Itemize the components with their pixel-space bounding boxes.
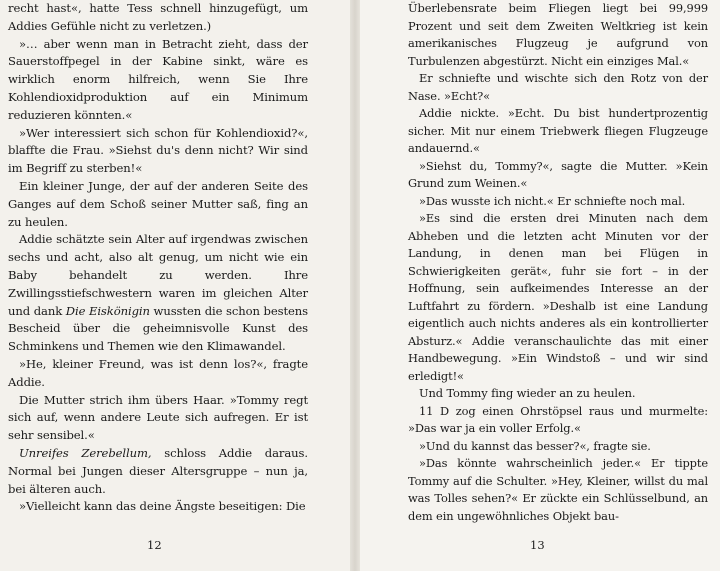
paragraph [8, 231, 308, 356]
paragraph-text: schloss Addie daraus. Normal bei Jungen dieser Altersgruppe – nun ja, bei älteren auch. [8, 445, 308, 496]
paragraph: »Wer interessiert sich schon für Kohlendioxid?«, blaffte die Frau. »Siehst du's denn nicht? Wir sind im Begriff zu sterben!« [8, 125, 308, 176]
paragraph-text: Addie schätzte sein Alter auf irgendwas zwischen sechs und acht, also alt genug, um nicht wie ein Baby behandelt zu werden. Ihre Zwillingsstiefschwestern waren im gleichen Alter und dank [8, 232, 308, 318]
paragraph: Ein kleiner Junge, der auf der anderen Seite des Ganges auf dem Schoß seiner Mutter saß, fing an zu heulen. [8, 178, 308, 229]
paragraph: Die Mutter strich ihm übers Haar. »Tommy regt sich auf, wenn andere Leute sich aufregen. Er ist sehr sensibel.« [8, 392, 308, 443]
page-number: 13 [530, 538, 545, 552]
paragraph [8, 445, 308, 498]
book-title: Die Eiskönigin [65, 303, 150, 318]
paragraph: »… aber wenn man in Betracht zieht, dass der Sauerstoffpegel in der Kabine sinkt, wäre es wirklich enorm hilfreich, wenn Sie Ihre Kohlendioxidproduktion auf ein Minimum reduzieren könnten.« [8, 36, 308, 122]
paragraph-text: wussten die schon bestens Bescheid über die geheimnisvolle Kunst des Schminkens und Themen wie den Klimawandel. [8, 303, 309, 354]
right-page-text [408, 0, 708, 525]
paragraph: Überlebensrate beim Fliegen liegt bei 99,999 Prozent und seit dem Zweiten Weltkrieg ist kein amerikanisches Flugzeug je aufgrund von Turbulenzen abgestürzt. Nicht ein einziges Mal.« [408, 1, 708, 68]
left-page-text [8, 0, 308, 516]
paragraph: »Vielleicht kann das deine Ängste beseitigen: Die [19, 499, 306, 514]
paragraph: Addie nickte. »Echt. Du bist hundertprozentig sicher. Mit nur einem Triebwerk fliegen Flugzeuge andauernd.« [408, 106, 708, 155]
left-page [0, 0, 350, 571]
italic-phrase: Unreifes Zerebellum, [19, 445, 152, 460]
paragraph: »Siehst du, Tommy?«, sagte die Mutter. »Kein Grund zum Weinen.« [408, 158, 708, 190]
book-gutter [350, 0, 360, 571]
paragraph: »Das wusste ich nicht.« Er schniefte noch mal. [419, 193, 686, 208]
page-number: 12 [147, 538, 162, 552]
paragraph: »Und du kannst das besser?«, fragte sie. [419, 438, 651, 453]
right-page [360, 0, 720, 571]
paragraph: Und Tommy fing wieder an zu heulen. [419, 386, 636, 400]
paragraph: recht hast«, hatte Tess schnell hinzugefügt, um Addies Gefühle nicht zu verletzen.) [8, 1, 308, 33]
paragraph: »He, kleiner Freund, was ist denn los?«, fragte Addie. [8, 356, 308, 389]
paragraph: 11 D zog einen Ohrstöpsel raus und murmelte: »Das war ja ein voller Erfolg.« [408, 403, 708, 435]
paragraph: »Das könnte wahrscheinlich jeder.« Er tippte Tommy auf die Schulter. »Hey, Kleiner, willst du mal was Tolles sehen?« Er zückte ein Schlüsselbund, an dem ein ungewöhnliches Objekt bau- [408, 456, 708, 523]
paragraph: Er schniefte und wischte sich den Rotz von der Nase. »Echt?« [408, 71, 708, 103]
paragraph: »Es sind die ersten drei Minuten nach dem Abheben und die letzten acht Minuten vor der Landung, in denen man bei Flügen in Schwierigkeiten gerät«, fuhr sie fort – in der Hoffnung, sein aufkeimendes Interesse an der Luftfahrt zu fördern. »Deshalb ist eine Landung eigentlich auch nichts anderes als ein kontrollierter Absturz.« Addie veranschaulichte das mit einer Handbewegung. »Ein Windstoß – und wir sind erledigt!« [408, 211, 708, 383]
